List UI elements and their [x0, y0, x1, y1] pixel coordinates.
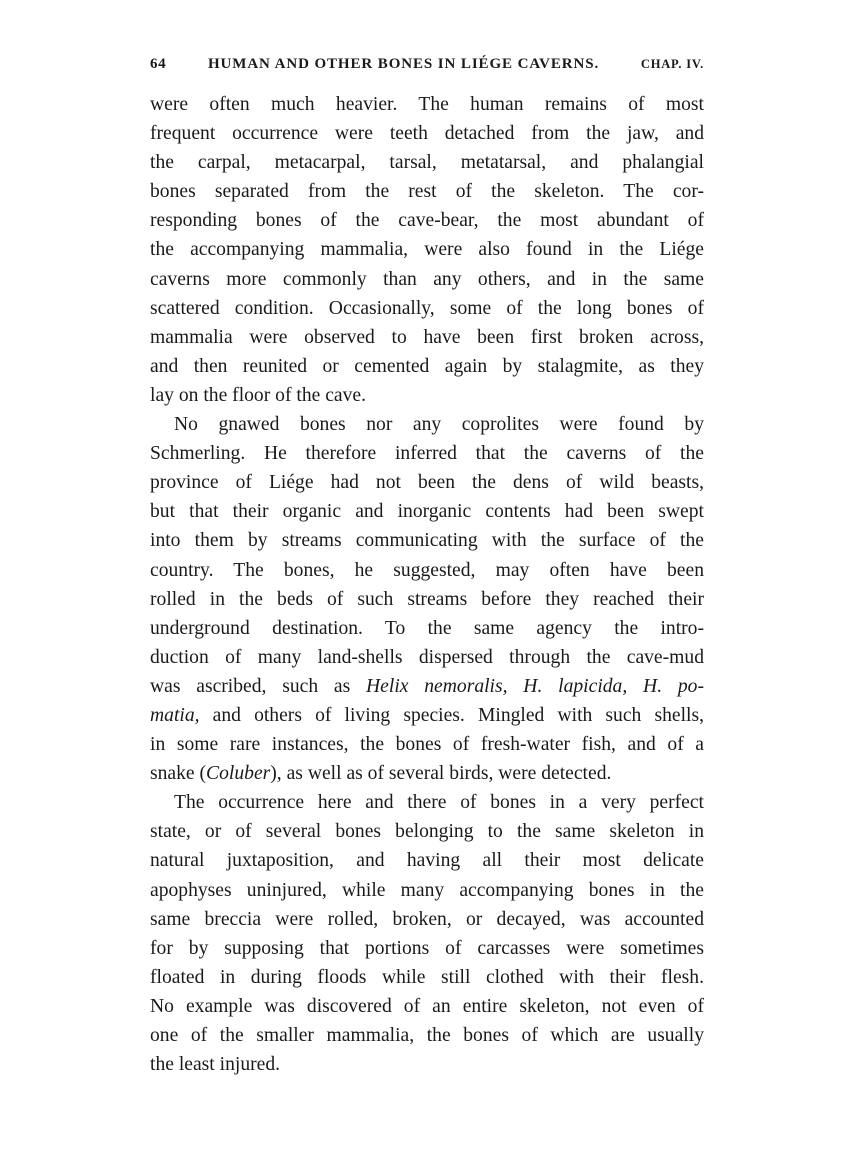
- page-number: 64: [150, 56, 167, 72]
- text-segment: snake (: [150, 763, 207, 785]
- text-line: mammalia were observed to have been first broken across,: [150, 326, 704, 348]
- text-line: same breccia were rolled, broken, or decayed, was accounted: [150, 908, 704, 930]
- paragraph-2: [150, 410, 704, 788]
- text-line: but that their organic and inorganic contents had been swept: [150, 501, 704, 523]
- text-line: frequent occurrence were teeth detached from the jaw, and: [150, 123, 704, 145]
- text-line: Schmerling. He therefore inferred that the caverns of the: [150, 443, 704, 465]
- paragraph-3: [150, 788, 704, 1079]
- text-line: [150, 759, 704, 788]
- text-line: No example was discovered of an entire skeleton, not even of: [150, 995, 704, 1017]
- text-line: the least injured.: [150, 1054, 281, 1076]
- text-line: scattered condition. Occasionally, some of the long bones of: [150, 297, 704, 319]
- species-name: Helix nemoralis, H. lapicida, H. po-: [366, 675, 704, 697]
- text-line: the carpal, metacarpal, tarsal, metatarsal, and phalangial: [150, 152, 704, 174]
- chapter-label: CHAP. IV.: [640, 57, 704, 71]
- text-line: underground destination. To the same agency the intro-: [150, 617, 704, 639]
- text-line: in some rare instances, the bones of fresh-water fish, and of a: [150, 734, 704, 756]
- text-line: state, or of several bones belonging to the same skeleton in: [150, 821, 704, 843]
- text-line: responding bones of the cave-bear, the most abundant of: [150, 210, 704, 232]
- text-line: into them by streams communicating with the surface of the: [150, 530, 704, 552]
- text-line: bones separated from the rest of the skeleton. The cor-: [150, 181, 704, 203]
- text-line: duction of many land-shells dispersed through the cave-mud: [150, 646, 704, 668]
- genus-name: Coluber: [206, 763, 271, 785]
- running-title: HUMAN AND OTHER BONES IN LIÉGE CAVERNS.: [207, 56, 600, 72]
- text-line: and then reunited or cemented again by stalagmite, as they: [150, 355, 704, 377]
- paragraph-1: [150, 90, 704, 410]
- text-segment: ), as well as of several birds, were detected.: [270, 763, 612, 785]
- text-line: the accompanying mammalia, were also found in the Liége: [150, 239, 704, 261]
- species-name: matia,: [150, 704, 200, 726]
- text-line: No gnawed bones nor any coprolites were found by: [174, 414, 704, 436]
- text-line: apophyses uninjured, while many accompanying bones in the: [150, 879, 704, 901]
- text-line: province of Liége had not been the dens of wild beasts,: [150, 472, 704, 494]
- running-head: [150, 56, 704, 90]
- text-line: The occurrence here and there of bones in a very perfect: [174, 792, 704, 814]
- text-line: [150, 701, 704, 730]
- book-page: [150, 56, 704, 1079]
- text-segment: and others of living species. Mingled with such shells,: [199, 704, 704, 726]
- text-line: one of the smaller mammalia, the bones of which are usually: [150, 1025, 704, 1046]
- text-line: caverns more commonly than any others, and in the same: [150, 268, 704, 290]
- text-line: floated in during floods while still clothed with their flesh.: [150, 966, 704, 988]
- text-segment: was ascribed, such as: [150, 675, 367, 697]
- text-line: lay on the floor of the cave.: [150, 384, 366, 406]
- text-line: natural juxtaposition, and having all their most delicate: [150, 850, 704, 872]
- text-line: country. The bones, he suggested, may often have been: [150, 559, 704, 581]
- text-line: for by supposing that portions of carcasses were sometimes: [150, 937, 704, 959]
- text-line: [150, 672, 704, 701]
- text-line: were often much heavier. The human remains of most: [150, 94, 704, 115]
- text-line: rolled in the beds of such streams before they reached their: [150, 588, 704, 610]
